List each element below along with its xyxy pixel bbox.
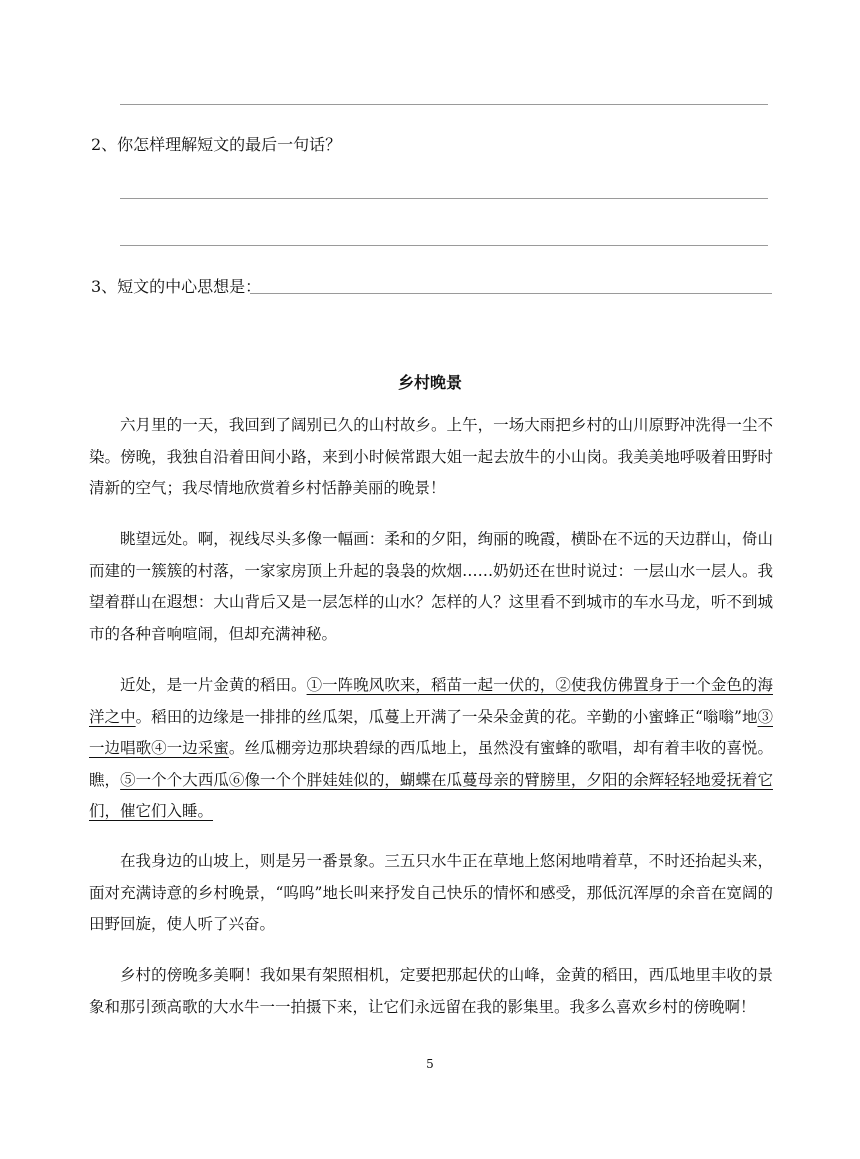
paragraph-3 (89, 670, 773, 828)
paragraph-3-text-1: 近处，是一片金黄的稻田。 (120, 676, 307, 694)
paragraph-3-text-2: 。稻田的边缘是一排排的丝瓜架，瓜蔓上开满了一朵朵金黄的花。辛勤的小蜜蜂正“嗡嗡”地 (135, 707, 758, 726)
answer-line-2 (120, 198, 768, 199)
paragraph-2: 眺望远处。啊，视线尽头多像一幅画：柔和的夕阳，绚丽的晚霞，横卧在不远的天边群山，倚山而建的一簇簇的村落，一家家房顶上升起的袅袅的炊烟……奶奶还在世时说过：一层山水一层人。我望着群山在遐想：大山背后又是一层怎样的山水？怎样的人？这里看不到城市的车水马龙，听不到城市的各种音响喧闹，但却充满神秘。 (89, 530, 773, 643)
answer-line-4 (250, 293, 772, 294)
paragraph-1: 六月里的一天，我回到了阔别已久的山村故乡。上午，一场大雨把乡村的山川原野冲洗得一尘不染。傍晚，我独自沿着田间小路，来到小时候常跟大姐一起去放牛的小山岗。我美美地呼吸着田野时清新的空气；我尽情地欣赏着乡村恬静美丽的晚景！ (89, 416, 773, 497)
answer-line-3 (120, 245, 768, 246)
article-title: 乡村晚景 (397, 373, 462, 392)
underlined-sentence-3: ⑤一个个大西瓜⑥像一个个胖娃娃似的，蝴蝶在瓜蔓母亲的臂膀里，夕阳的余辉轻轻地爱抚着它们，催它们入睡。 (89, 770, 773, 820)
paragraph-3-text-3: 。丝瓜棚旁边那块碧绿的西瓜地上，虽然没有蜜蜂的歌唱，却有着丰收的喜悦。瞧， (89, 739, 773, 789)
paragraph-4: 在我身边的山坡上，则是另一番景象。三五只水牛正在草地上悠闲地啃着草，不时还抬起头来，面对充满诗意的乡村晚景，“呜呜”地长叫来抒发自己快乐的情怀和感受，那低沉浑厚的余音在宽阔的田野回旋，使人听了兴奋。 (89, 852, 773, 933)
question-2: 2、你怎样理解短文的最后一句话？ (91, 135, 342, 154)
answer-line-1 (120, 104, 768, 105)
underlined-sentence-2: ③一边唱歌④一边采蜜 (89, 707, 773, 757)
paragraph-5: 乡村的傍晚多美啊！我如果有架照相机，定要把那起伏的山峰，金黄的稻田，西瓜地里丰收的景象和那引颈高歌的大水牛一一拍摄下来，让它们永远留在我的影集里。我多么喜欢乡村的傍晚啊！ (89, 966, 773, 1016)
underlined-sentence-1: ①一阵晚风吹来，稻苗一起一伏的，②使我仿佛置身于一个金色的海洋之中 (89, 676, 773, 726)
page-number: 5 (426, 1057, 434, 1071)
question-3: 3、短文的中心思想是： (91, 277, 262, 296)
